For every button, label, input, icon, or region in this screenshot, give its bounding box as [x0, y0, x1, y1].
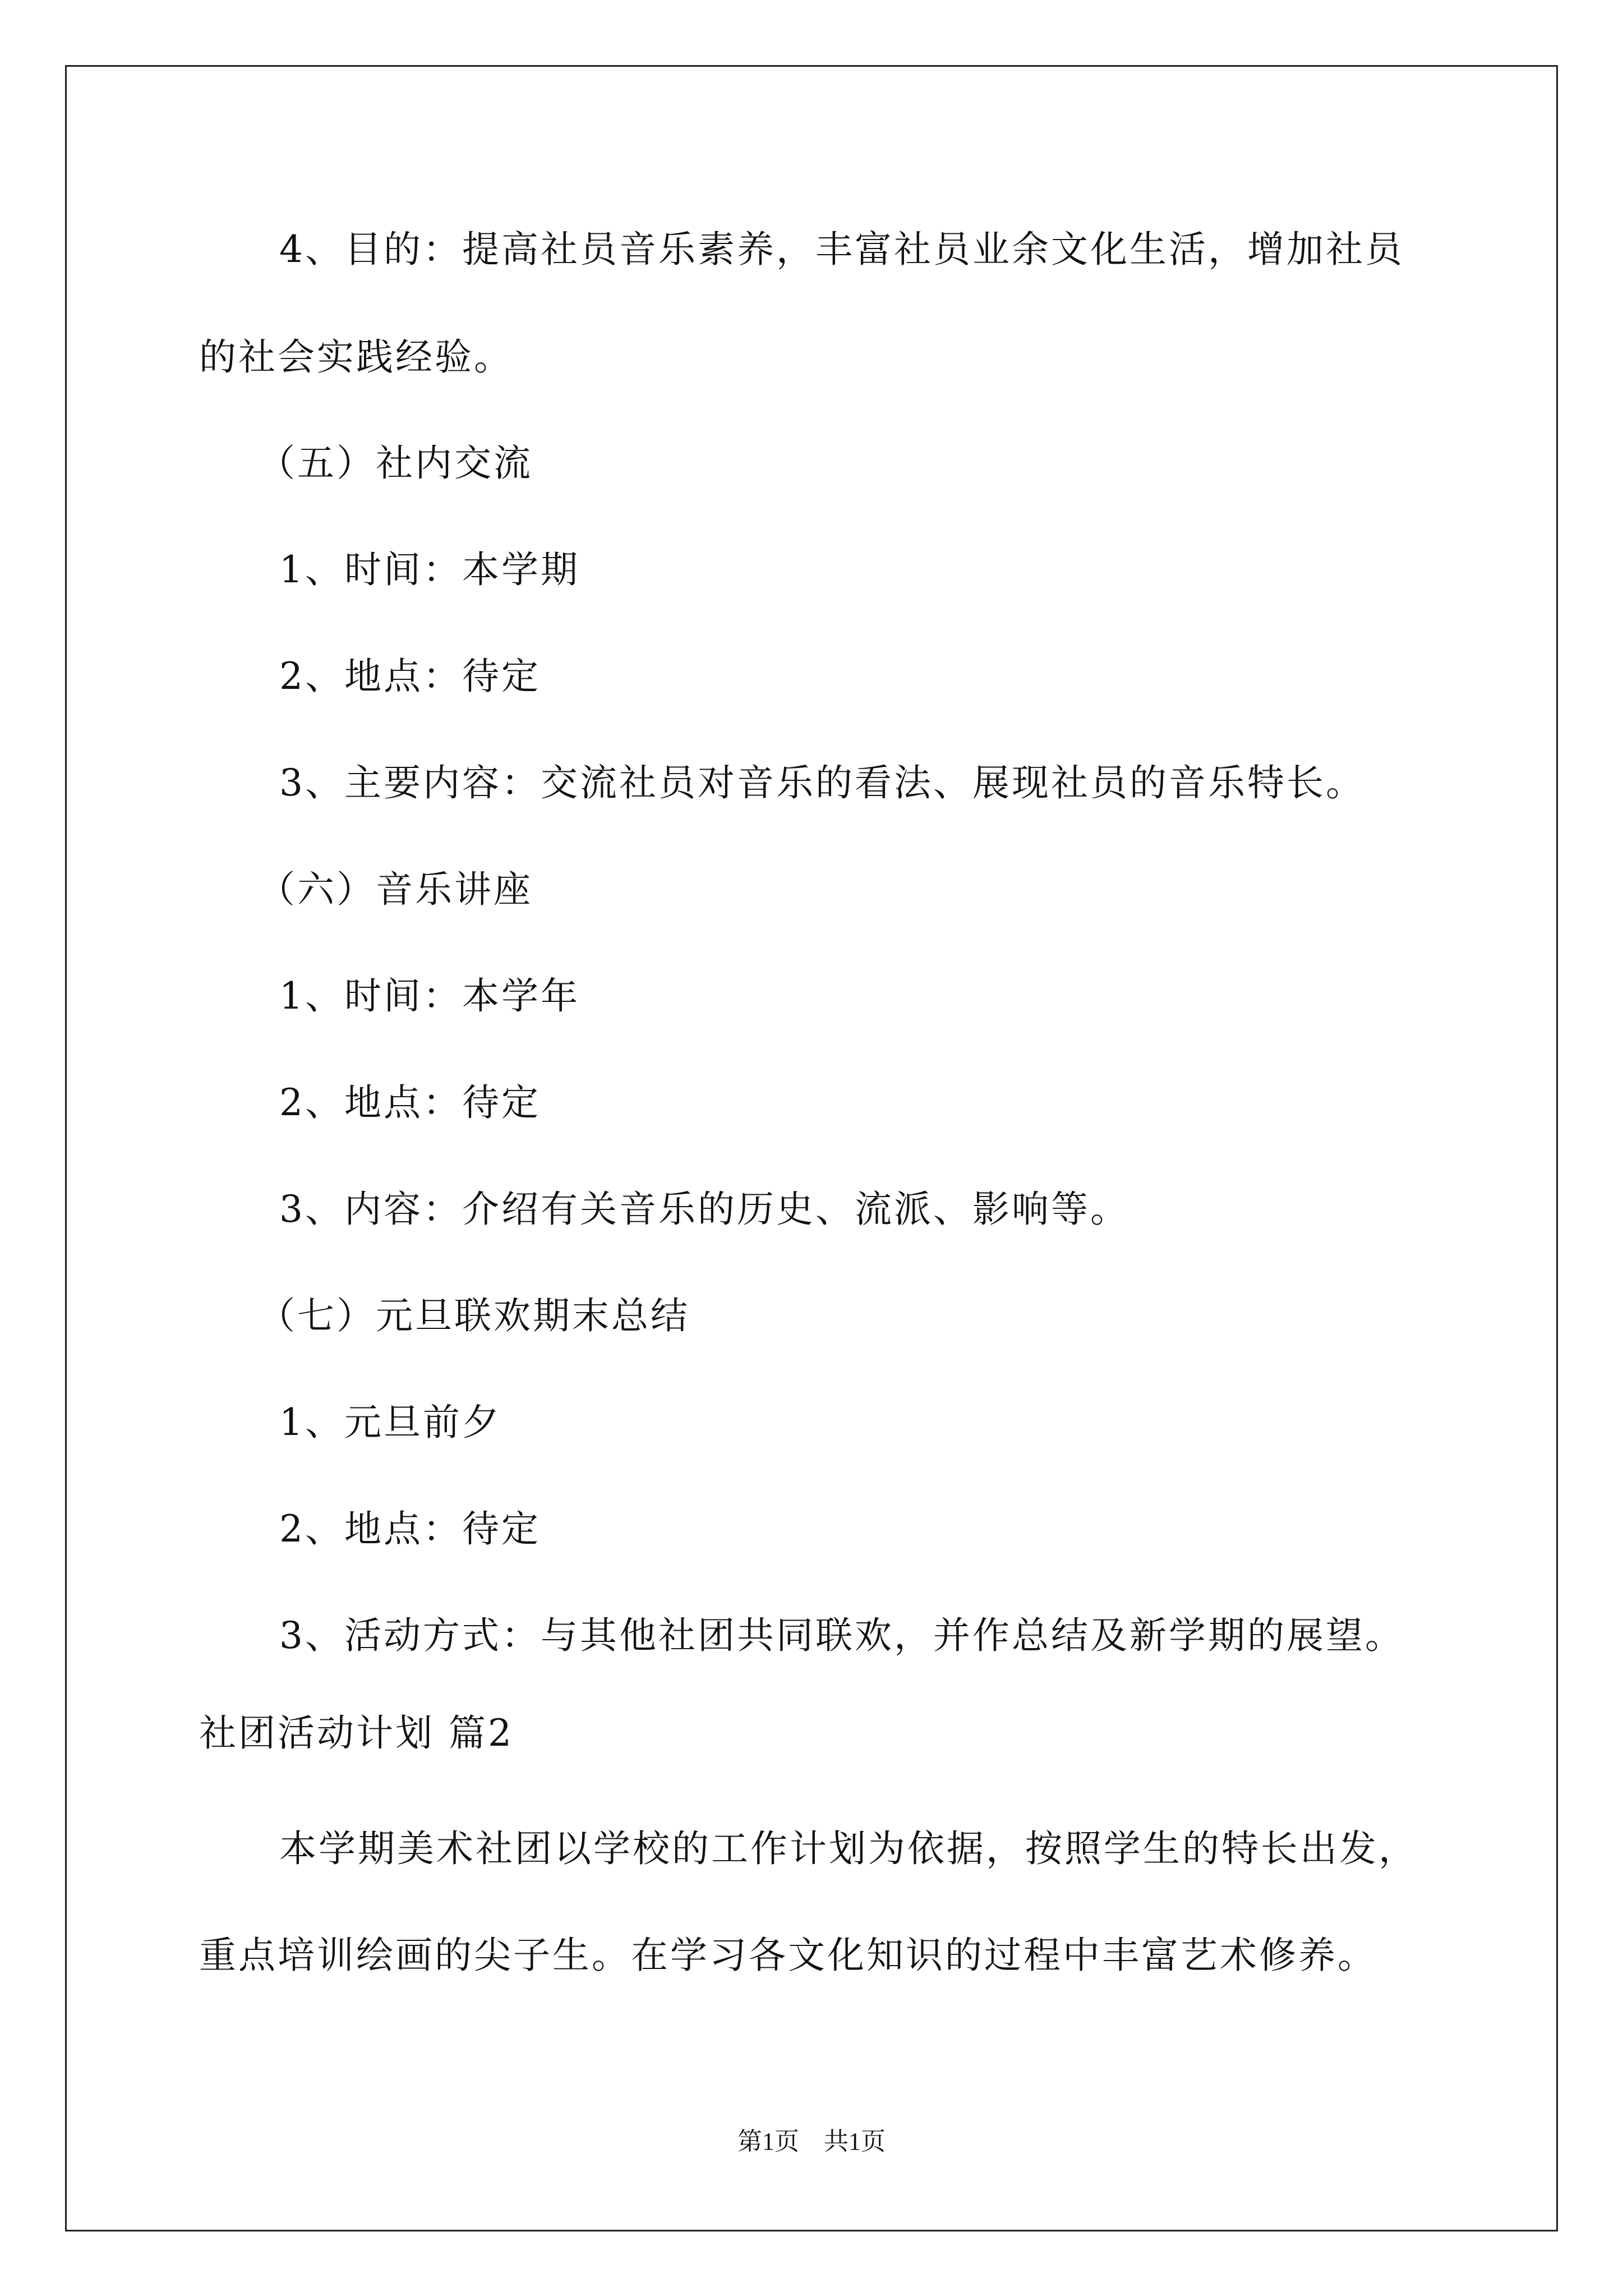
list-item: 3、主要内容：交流社员对音乐的看法、展现社员的音乐特长。: [279, 761, 1365, 804]
paragraph-line: 4、目的：提高社员音乐素养，丰富社员业余文化生活，增加社员: [279, 228, 1404, 271]
page-footer: 第1页 共1页: [737, 2128, 886, 2155]
page-border: [65, 65, 1558, 2231]
section-heading: （七）元旦联欢期末总结: [258, 1294, 690, 1337]
list-item: 3、内容：介绍有关音乐的历史、流派、影响等。: [279, 1188, 1129, 1231]
paragraph-line: 的社会实践经验。: [199, 335, 513, 379]
list-item: 1、时间：本学年: [279, 974, 580, 1018]
list-item: 2、地点：待定: [279, 1081, 541, 1124]
list-item: 1、时间：本学期: [279, 548, 580, 591]
article-title: 社团活动计划 篇2: [199, 1711, 514, 1755]
section-heading: （六）音乐讲座: [258, 868, 533, 911]
list-item: 2、地点：待定: [279, 1507, 541, 1550]
list-item: 3、活动方式：与其他社团共同联欢，并作总结及新学期的展望。: [279, 1614, 1404, 1657]
list-item: 2、地点：待定: [279, 655, 541, 698]
paragraph-line: 本学期美术社团以学校的工作计划为依据，按照学生的特长出发，: [279, 1827, 1418, 1870]
paragraph-line: 重点培训绘画的尖子生。在学习各文化知识的过程中丰富艺术修养。: [199, 1934, 1377, 1977]
list-item: 1、元旦前夕: [279, 1401, 501, 1444]
section-heading: （五）社内交流: [258, 441, 533, 485]
